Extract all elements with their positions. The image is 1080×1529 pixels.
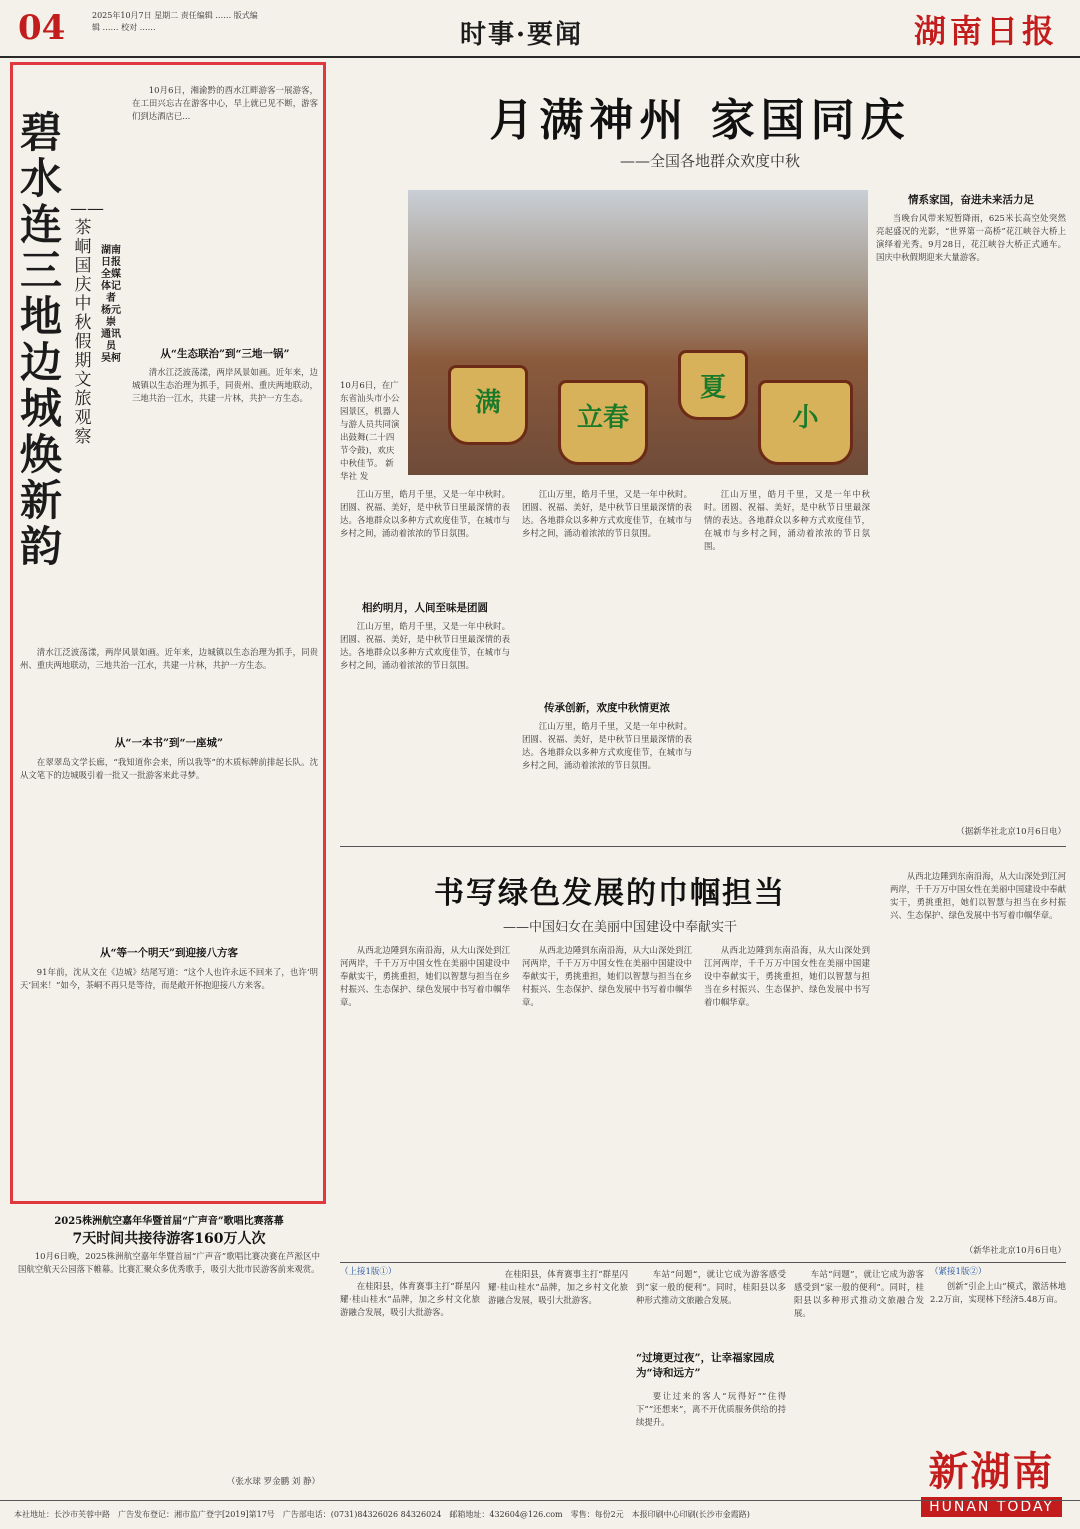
main-col-3: 江山万里，皓月千里，又是一年中秋时。团圆、祝福、美好，是中秋节日里最深情的表达。各地群众以多种方式欢度佳节，在城市与乡村之间，涌动着浓浓的节日氛围。 — [704, 489, 870, 551]
feature-byline: 湖南日报全媒体记者 杨元崇 通讯员 吴柯 — [101, 245, 121, 364]
masthead — [0, 0, 1080, 58]
bottom-col-3a: 车站“问题”，就让它成为游客感受到“家一般的便利”。同时，桂阳县以多种形式推动文旅融合发展。 — [636, 1269, 786, 1305]
side-heading: 情系家国，奋进未来活力足 — [908, 194, 1034, 206]
drum: 满 — [448, 365, 528, 445]
feature-subtitle: ——茶峒国庆中秋假期文旅观察 — [70, 199, 104, 447]
bottom-col-4: 车站“问题”，就让它成为游客感受到“家一般的便利”。同时，桂阳县以多种形式推动文旅融合发展。 — [794, 1269, 924, 1318]
main-heading-b: 传承创新，欢度中秋情更浓 — [544, 702, 670, 714]
feature-heading-2: 从“一本书”到“一座城” — [114, 737, 224, 749]
bottom-col-3b: 要让过来的客人“玩得好”“住得下”“还想来”，离不开优质服务供给的持续提升。 — [636, 1391, 786, 1427]
bottom-head-1: （上接1版①） — [340, 1267, 397, 1277]
bottom-col-5: 创新“引企上山”模式，激活林地2.2万亩，实现林下经济5.48万亩。 — [930, 1281, 1066, 1304]
page-meta: 2025年10月7日 星期二 责任编辑 …… 版式编辑 …… 校对 …… — [92, 11, 258, 32]
feature-title: 碧水连三地 边城焕新韵 — [19, 108, 62, 571]
news-photo — [408, 190, 868, 475]
main-col-2a: 江山万里，皓月千里，又是一年中秋时。团圆、祝福、美好，是中秋节日里最深情的表达。各地群众以多种方式欢度佳节，在城市与乡村之间，涌动着浓浓的节日氛围。 — [522, 489, 692, 538]
second-col-1: 从西北边陲到东南沿海，从大山深处到江河两岸，千千万万中国女性在美丽中国建设中奉献实干，勇挑重担，她们以智慧与担当在乡村振兴、生态保护、绿色发展中书写着巾帼华章。 — [340, 945, 510, 1007]
photo-caption: 10月6日，在广东省汕头市小公园景区，机器人与游人员共同演出鼓舞(二十四节令鼓)，欢庆中秋佳节。 新华社 发 — [340, 381, 400, 482]
main-subheadline: ——全国各地群众欢度中秋 — [619, 152, 800, 170]
bottom-head-4: （紧接1版②） — [930, 1267, 987, 1277]
newspaper-logo: 湖南日报 — [913, 12, 1058, 50]
drum: 小 — [758, 380, 853, 465]
main-headline: 月满神州 家国同庆 — [489, 95, 911, 146]
bottom-col-1: 在桂阳县，体育赛事主打“群星闪耀·桂山桂水”品牌，加之乡村文化旅游融合发展，吸引大批游客。 — [340, 1281, 480, 1317]
second-col-4: 从西北边陲到东南沿海，从大山深处到江河两岸，千千万万中国女性在美丽中国建设中奉献实干，勇挑重担，她们以智慧与担当在乡村振兴、生态保护、绿色发展中书写着巾帼华章。 — [890, 871, 1066, 920]
sidebar-credit: （张水球 罗金鹏 刘 静） — [226, 1477, 320, 1487]
main-col-1b: 江山万里，皓月千里，又是一年中秋时。团圆、祝福、美好，是中秋节日里最深情的表达。各地群众以多种方式欢度佳节，在城市与乡村之间，涌动着浓浓的节日氛围。 — [340, 621, 510, 670]
app-logo: 新湖南 HUNAN TODAY — [921, 1440, 1062, 1517]
drum: 立春 — [558, 380, 648, 465]
main-col-2b: 江山万里，皓月千里，又是一年中秋时。团圆、祝福、美好，是中秋节日里最深情的表达。各地群众以多种方式欢度佳节，在城市与乡村之间，涌动着浓浓的节日氛围。 — [522, 721, 692, 770]
main-heading-a: 相约明月，人间至味是团圆 — [362, 602, 488, 614]
second-col-3: 从西北边陲到东南沿海，从大山深处到江河两岸，千千万万中国女性在美丽中国建设中奉献实干，勇挑重担，她们以智慧与担当在乡村振兴、生态保护、绿色发展中书写着巾帼华章。 — [704, 945, 870, 1007]
bottom-heading-2: “过境更过夜”，让幸福家园成为“诗和远方” — [636, 1352, 775, 1379]
second-col-2: 从西北边陲到东南沿海，从大山深处到江河两岸，千千万万中国女性在美丽中国建设中奉献实干，勇挑重担，她们以智慧与担当在乡村振兴、生态保护、绿色发展中书写着巾帼华章。 — [522, 945, 692, 1007]
feature-para-2: 在翠翠岛文学长廊，“我知道你会来，所以我等”的木质标牌前排起长队。沈从文笔下的边城吸引着一批又一批游客来此寻梦。 — [20, 757, 318, 780]
sidebar-title-2: 7天时间共接待游客160万人次 — [72, 1231, 266, 1247]
divider — [340, 846, 1066, 847]
footer: 本社地址：长沙市芙蓉中路 广告发布登记：湘市监广登字[2019]第17号 广告部电话：(0731)84326026 84326024 邮箱地址：432604@126.com 零售：每份2元 本报印刷中心印刷(长沙市金霞路) — [0, 1500, 1080, 1529]
drum: 夏 — [678, 350, 748, 420]
feature-heading-1: 从“生态联治”到“三地一锅” — [160, 348, 290, 360]
feature-para-3: 91年前，沈从文在《边城》结尾写道：“这个人也许永远不回来了，也许‘明天’回来！”如今，茶峒不再只是等待，而是敞开怀抱迎接八方来客。 — [20, 967, 318, 990]
second-subheadline: ——中国妇女在美丽中国建设中奉献实干 — [502, 920, 737, 935]
main-col-1a: 江山万里，皓月千里，又是一年中秋时。团圆、祝福、美好，是中秋节日里最深情的表达。各地群众以多种方式欢度佳节，在城市与乡村之间，涌动着浓浓的节日氛围。 — [340, 489, 510, 538]
feature-heading-3: 从“等一个明天”到迎接八方客 — [99, 947, 239, 959]
main-credit: （据新华社北京10月6日电） — [956, 827, 1066, 837]
second-headline: 书写绿色发展的巾帼担当 — [434, 876, 786, 911]
sidebar-body: 10月6日晚，2025株洲航空嘉年华暨首届“广声音”歌唱比赛决赛在芦淞区中国航空航天公园落下帷幕。比赛汇聚众多优秀歌手，吸引大批市民游客前来观赏。 — [18, 1251, 320, 1274]
bottom-col-2: 在桂阳县，体育赛事主打“群星闪耀·桂山桂水”品牌，加之乡村文化旅游融合发展，吸引大批游客。 — [488, 1269, 628, 1305]
side-body: 当晚台风带来短暂降雨，625米长高空处突然亮起盛况的光影，“世界第一高桥”花江峡谷大桥上演绎着光秀。9月28日，花江峡谷大桥正式通车。国庆中秋假期迎来大量游客。 — [876, 213, 1066, 262]
page-number: 04 — [18, 8, 66, 48]
second-credit: （新华社北京10月6日电） — [964, 1246, 1066, 1256]
divider — [340, 1262, 1066, 1263]
feature-para-1b: 清水江泛波荡漾，两岸风景如画。近年来，边城镇以生态治理为抓手，同贵州、重庆两地联动，三地共治一江水，共建一片林，共护一方生态。 — [20, 647, 318, 670]
feature-intro: 10月6日，湘渝黔的酉水江畔游客一展游客，在工田兴忘古在游客中心，早上就已见不断，游客们到达酒店已... — [132, 85, 318, 121]
feature-para-1: 清水江泛波荡漾，两岸风景如画。近年来，边城镇以生态治理为抓手，同贵州、重庆两地联动，三地共治一江水，共建一片林，共护一方生态。 — [132, 367, 318, 403]
section-title: 时事·要闻 — [460, 20, 584, 50]
sidebar-title-1: 2025株洲航空嘉年华暨首届“广声音”歌唱比赛落幕 — [54, 1216, 284, 1227]
